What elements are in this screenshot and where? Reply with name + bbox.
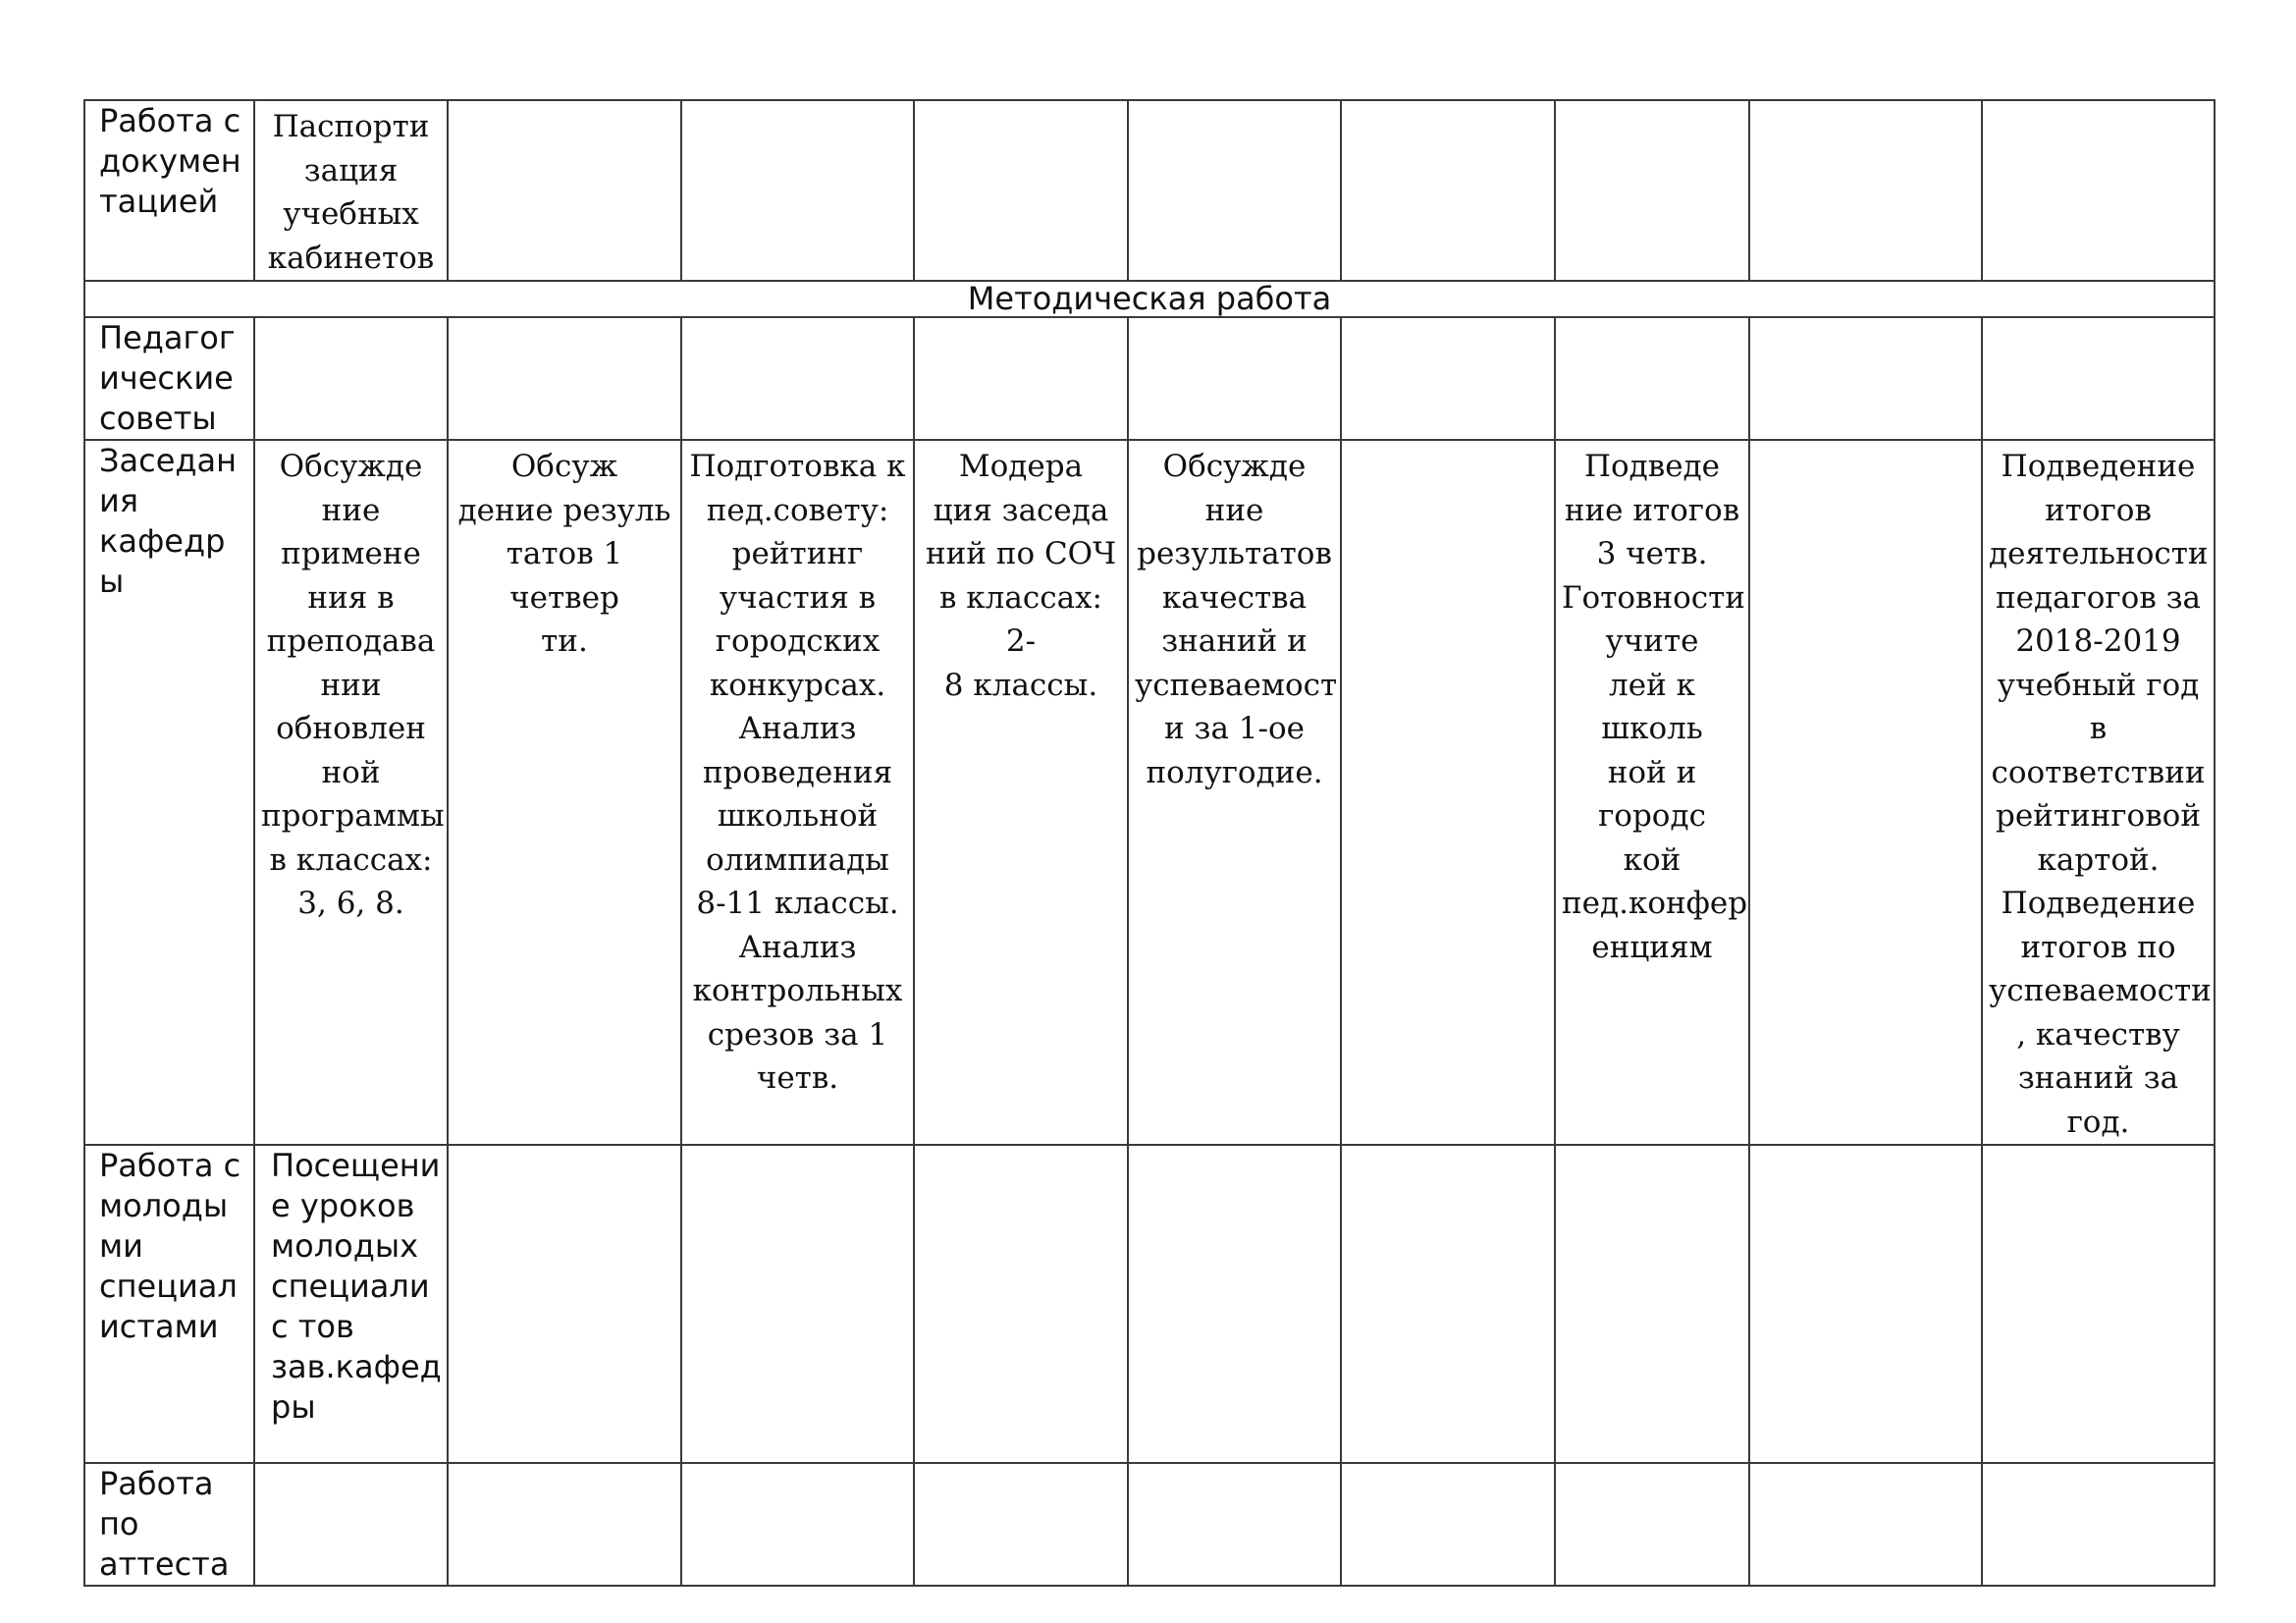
empty-cell bbox=[681, 1463, 914, 1586]
empty-cell bbox=[1128, 100, 1341, 281]
row-label-documentation: Работа с докумен тацией bbox=[84, 100, 254, 281]
empty-cell bbox=[1749, 1463, 1982, 1586]
empty-cell bbox=[448, 1463, 681, 1586]
table-row bbox=[84, 1145, 2215, 1463]
empty-cell bbox=[681, 100, 914, 281]
row-label-attestation: Работа по аттеста bbox=[84, 1463, 254, 1586]
meeting-cell: Обсуж дение резуль татов 1 четвер ти. bbox=[448, 440, 681, 1145]
work-plan-table bbox=[83, 99, 2216, 1587]
row-label-young-specialists: Работа с молоды ми специал истами bbox=[84, 1145, 254, 1463]
empty-cell bbox=[1555, 100, 1749, 281]
empty-cell bbox=[1982, 1463, 2215, 1586]
empty-cell bbox=[1128, 1145, 1341, 1463]
empty-cell bbox=[448, 1145, 681, 1463]
meeting-cell-empty bbox=[1341, 440, 1555, 1145]
empty-cell bbox=[1341, 1145, 1555, 1463]
empty-cell bbox=[1749, 100, 1982, 281]
cell-documentation-content: Паспорти зация учебных кабинетов bbox=[254, 100, 448, 281]
row-label-department-meetings: Заседан ия кафедр ы bbox=[84, 440, 254, 1145]
empty-cell bbox=[1749, 317, 1982, 440]
cell-young-specialists-content: Посещени е уроков молодых специали с тов зав.кафед ры bbox=[254, 1145, 448, 1463]
empty-cell bbox=[914, 1463, 1128, 1586]
table-row bbox=[84, 440, 2215, 1145]
empty-cell bbox=[1982, 317, 2215, 440]
meeting-cell: Подведе ние итогов 3 четв. Готовности учите лей к школь ной и городс кой пед.конфер енциям bbox=[1555, 440, 1749, 1145]
empty-cell bbox=[1982, 1145, 2215, 1463]
empty-cell bbox=[914, 317, 1128, 440]
empty-cell bbox=[1128, 317, 1341, 440]
empty-cell bbox=[1341, 1463, 1555, 1586]
empty-cell bbox=[1341, 317, 1555, 440]
empty-cell bbox=[1555, 1463, 1749, 1586]
meeting-cell-empty bbox=[1749, 440, 1982, 1145]
empty-cell bbox=[914, 1145, 1128, 1463]
empty-cell bbox=[914, 100, 1128, 281]
empty-cell bbox=[448, 100, 681, 281]
empty-cell bbox=[1555, 317, 1749, 440]
empty-cell bbox=[1749, 1145, 1982, 1463]
meeting-cell: Подведение итогов деятельности педагогов за 2018-2019 учебный год в соответствии рейтинговой картой. Подведение итогов по успеваемости , качеству знаний за год. bbox=[1982, 440, 2215, 1145]
empty-cell bbox=[1341, 100, 1555, 281]
section-header: Методическая работа bbox=[84, 281, 2215, 317]
empty-cell bbox=[1555, 1145, 1749, 1463]
meeting-cell: Подготовка к пед.совету: рейтинг участия в городских конкурсах. Анализ проведения школьной олимпиады 8-11 классы. Анализ контрольных срезов за 1 четв. bbox=[681, 440, 914, 1145]
table-row bbox=[84, 281, 2215, 317]
table-row bbox=[84, 317, 2215, 440]
table-row bbox=[84, 1463, 2215, 1586]
row-label-ped-councils: Педагог ические советы bbox=[84, 317, 254, 440]
empty-cell bbox=[254, 1463, 448, 1586]
table-row bbox=[84, 100, 2215, 281]
empty-cell bbox=[681, 317, 914, 440]
empty-cell bbox=[254, 317, 448, 440]
empty-cell bbox=[448, 317, 681, 440]
meeting-cell: Обсужде ние результатов качества знаний и успеваемост и за 1-ое полугодие. bbox=[1128, 440, 1341, 1145]
empty-cell bbox=[1128, 1463, 1341, 1586]
empty-cell bbox=[681, 1145, 914, 1463]
meeting-cell: Обсужде ние примене ния в преподава нии обновлен ной программы в классах: 3, 6, 8. bbox=[254, 440, 448, 1145]
empty-cell bbox=[1982, 100, 2215, 281]
meeting-cell: Модера ция заседа ний по СОЧ в классах: 2- 8 классы. bbox=[914, 440, 1128, 1145]
